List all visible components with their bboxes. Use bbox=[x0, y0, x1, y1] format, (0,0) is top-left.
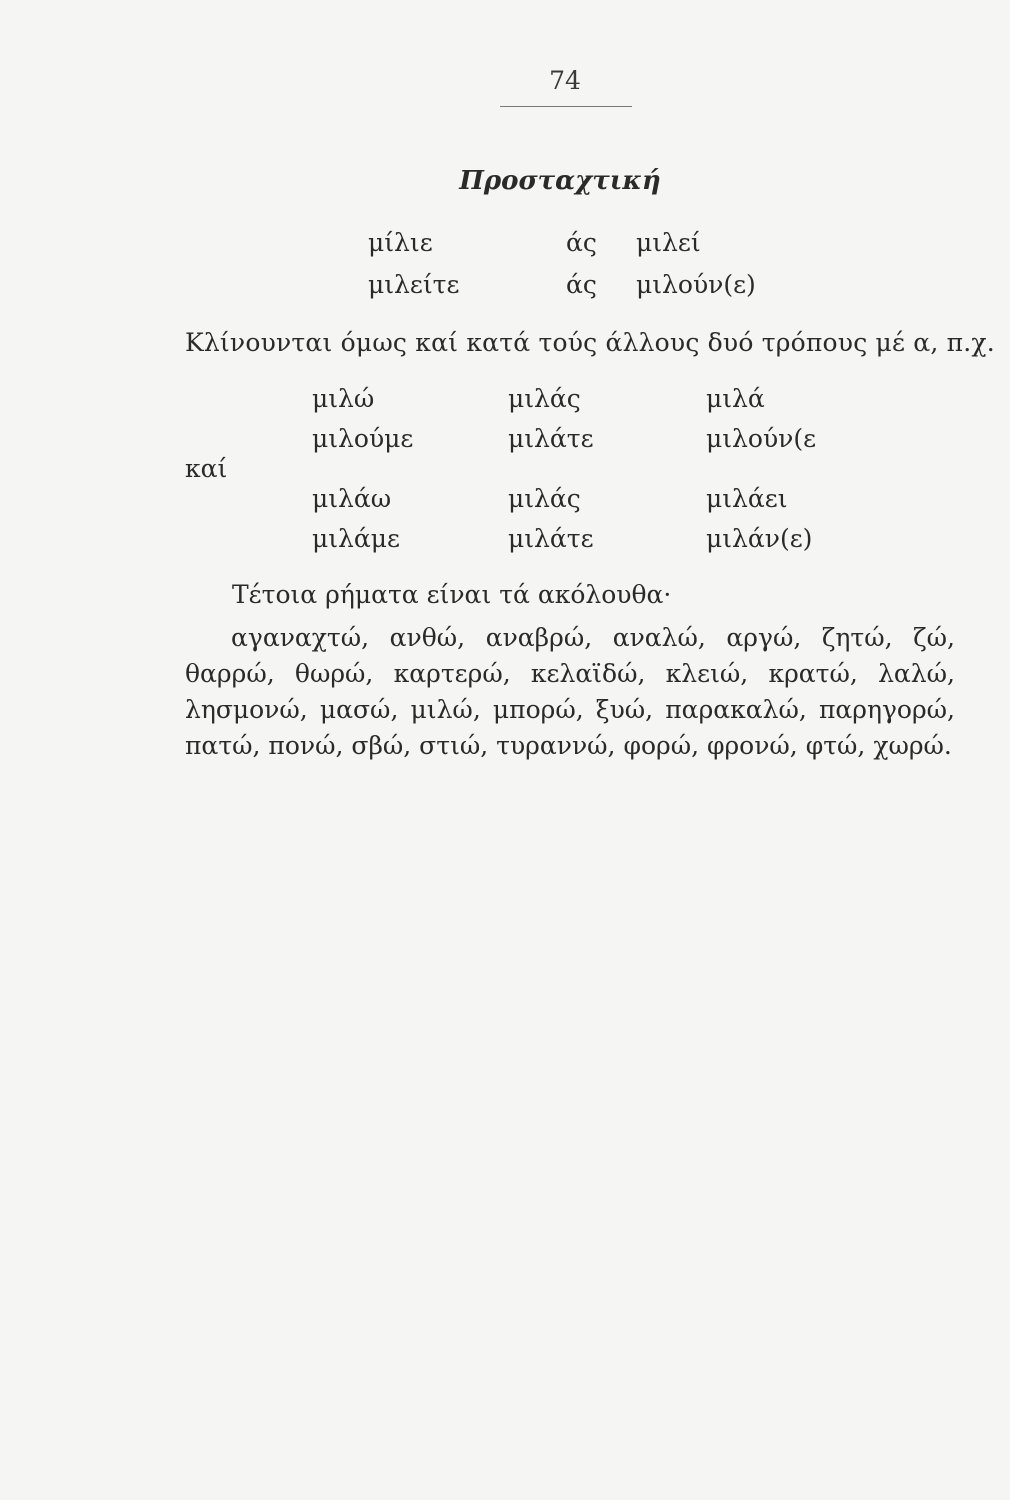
conj-2-1-2: μιλάς bbox=[508, 484, 581, 513]
imperative-row-2-left: μιλείτε bbox=[368, 270, 460, 299]
conj-2-2-3: μιλάν(ε) bbox=[706, 524, 813, 553]
examples-list: αγαναχτώ, ανθώ, αναβρώ, αναλώ, αργώ, ζητώ, ζώ, θαρρώ, θωρώ, καρτερώ, κελαϊδώ, κλειώ, κρατώ, λαλώ, λησμονώ, μασώ, μιλώ, μπορώ, ξυώ, παρακαλώ, παρηγορώ, πατώ, πονώ, σβώ, στιώ, τυραννώ, φορώ, φρονώ, φτώ, χωρώ. bbox=[185, 623, 955, 760]
imperative-row-2-right: μιλούν(ε) bbox=[636, 270, 756, 299]
conj-2-1-1: μιλάω bbox=[312, 484, 392, 513]
conj-1-2-2: μιλάτε bbox=[508, 424, 594, 453]
conj-1-1-1: μιλώ bbox=[312, 384, 375, 413]
imperative-row-2-particle: άς bbox=[566, 270, 597, 299]
section-heading: Προσταχτική bbox=[459, 166, 661, 196]
page-number-rule bbox=[500, 106, 632, 107]
conj-1-2-1: μιλούμε bbox=[312, 424, 414, 453]
examples-intro: Τέτοια ρήματα είναι τά ακόλουθα· bbox=[232, 580, 672, 609]
conj-1-2-3: μιλούν(ε bbox=[706, 424, 817, 453]
imperative-row-1-right: μιλεί bbox=[636, 228, 701, 257]
conj-connector: καί bbox=[185, 454, 228, 483]
conj-1-1-3: μιλά bbox=[706, 384, 765, 413]
imperative-row-1-left: μίλιε bbox=[368, 228, 433, 257]
conj-2-2-1: μιλάμε bbox=[312, 524, 400, 553]
page-number: 74 bbox=[549, 66, 581, 95]
imperative-row-1-particle: άς bbox=[566, 228, 597, 257]
conj-2-2-2: μιλάτε bbox=[508, 524, 594, 553]
intro-line: Κλίνουνται όμως καί κατά τούς άλλους δυό τρόπους μέ α, π.χ. bbox=[185, 328, 995, 357]
conj-1-1-2: μιλάς bbox=[508, 384, 581, 413]
conj-2-1-3: μιλάει bbox=[706, 484, 788, 513]
